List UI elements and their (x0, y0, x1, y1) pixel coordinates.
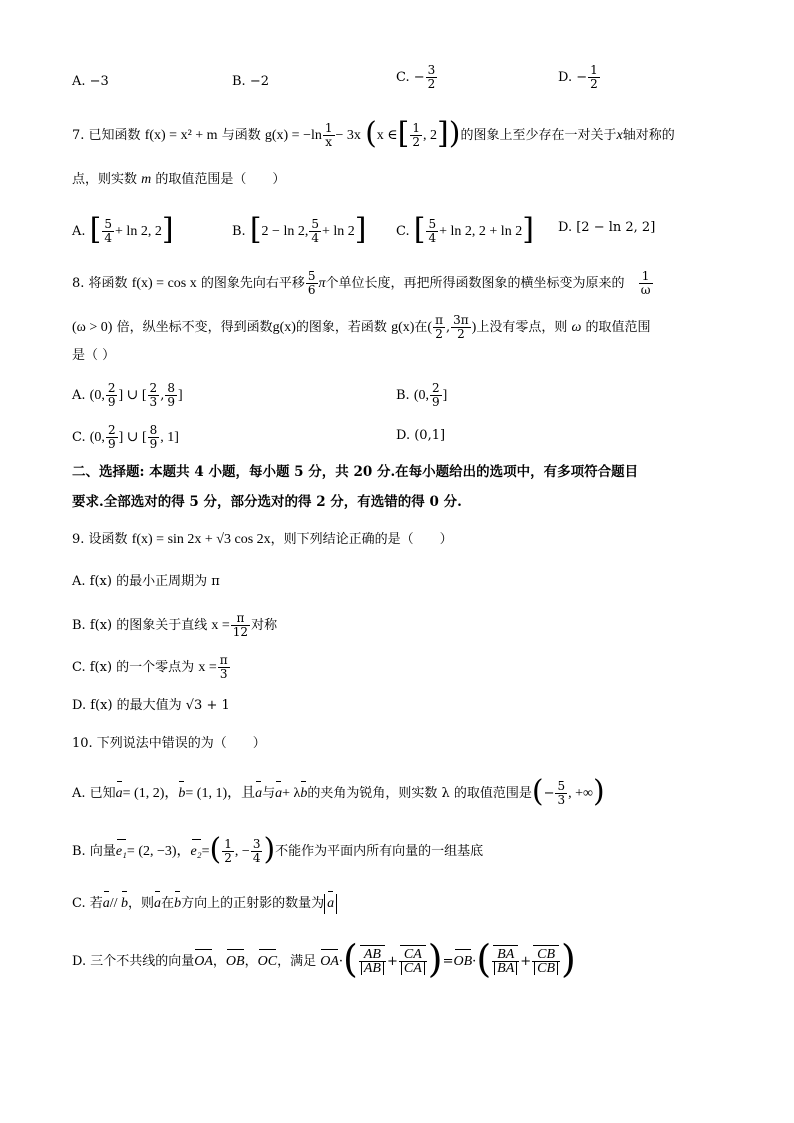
q8-int-close: ) (471, 320, 477, 335)
q7-option-c (396, 211, 534, 247)
q8-gx2: g(x) (391, 320, 415, 335)
q8-b-d: 9 (432, 395, 440, 409)
q7-c-den: 4 (428, 231, 437, 245)
q8-stem-text2: 的图象先向右平移 (200, 276, 305, 291)
q10-d-text2: ，满足 (277, 954, 317, 969)
q8-c-n1: 2 (107, 423, 116, 437)
q10-c-text2: ，则 (128, 896, 155, 911)
q7-b-num: 5 (311, 217, 319, 231)
q8-c-n2: 8 (149, 423, 158, 437)
q10-d-cb-num: CB (532, 948, 560, 962)
q10-b-text: B. 向量 (72, 844, 116, 859)
q10-d-open1: ( (343, 936, 358, 981)
q8-b-n: 2 (432, 381, 440, 395)
q7-g-expr2: − 3x (335, 128, 361, 143)
q8-line2-text3: 在 (414, 320, 428, 335)
q9-c-frac (218, 654, 230, 681)
q7-c-open: [ (413, 211, 426, 247)
q7-option-a (72, 211, 174, 247)
q10-a-val-a: = (1, 2)， (122, 786, 179, 801)
q7-f-expr: f(x) = x² + m (144, 128, 218, 143)
q7-a-num: 5 (104, 217, 113, 231)
q8-c-d1: 9 (107, 437, 116, 451)
q10-d-ca-num: CA (399, 948, 427, 962)
q10-option-a (72, 773, 605, 809)
q7-c-frac (426, 218, 438, 245)
q10-d-frac-cb (532, 948, 560, 975)
q8-i2-num: 3π (453, 313, 469, 327)
q8-a-frac1 (106, 382, 118, 409)
q7-stem-text2: 与函数 (221, 128, 261, 143)
q10-a-vec-b: b (178, 784, 185, 804)
q8-b-end: ] (442, 388, 448, 403)
q10-a-tail: , +∞ (568, 786, 593, 801)
q7-line2-text2: 的取值范围是（ ） (155, 172, 286, 187)
q10-d-ob: OB (226, 952, 245, 972)
q8-a-frac2 (148, 382, 160, 409)
q8-option-c (72, 424, 179, 451)
q9-c-den: 3 (219, 667, 228, 681)
q10-d-close1: ) (427, 936, 443, 981)
q7-a-tail: + ln 2, 2 (115, 224, 162, 239)
q9-stem (72, 530, 732, 550)
q7-g-num: 1 (324, 121, 333, 135)
q9-option-a: A. f(x) 的最小正周期为 π (72, 574, 220, 589)
q10-d-oa2: OA (320, 952, 339, 972)
q10-b-e2: e₂ (191, 842, 202, 862)
q10-b-sep: , − (234, 844, 250, 859)
q10-d-cb-abs: CB (534, 962, 558, 975)
q10-b-n2: 3 (252, 837, 261, 851)
q10-a-den: 3 (557, 793, 566, 807)
q10-c-text4: 方向上的正射影的数量为 (181, 896, 325, 911)
q8-c-text: (0, (89, 430, 105, 445)
q8-c-end: , 1] (160, 430, 179, 445)
q7-g-den: x (325, 135, 333, 149)
q7-a-frac (102, 218, 114, 245)
q7-a-open: [ (89, 211, 102, 247)
q10-c-vec-b2: b (174, 894, 181, 914)
q10-a-frac (555, 780, 567, 807)
q8-omega: ω (571, 320, 582, 335)
q9-c-num: π (219, 653, 228, 667)
q6-c-frac (426, 64, 438, 91)
q7-a-label: A. (72, 224, 86, 239)
q8-c-frac1 (106, 424, 118, 451)
q7-option-d: D. [2 − ln 2, 2] (558, 220, 656, 235)
q10-a-and: 与 (262, 786, 276, 801)
q10-c-text: C. 若 (72, 896, 103, 911)
q10-a-close: ) (593, 773, 605, 809)
q7-stem-text4: 轴对称的 (622, 128, 675, 143)
q10-a-plus: + λ (282, 786, 301, 801)
q10-b-e1-val: = (2, −3)， (126, 844, 191, 859)
q7-b-tail: + ln 2 (321, 224, 355, 239)
q10-option-b (72, 831, 484, 867)
q10-d-text: D. 三个不共线的向量 (72, 954, 195, 969)
q8-a-end: ] (177, 388, 183, 403)
q9-c-text: C. f(x) 的一个零点为 (72, 660, 195, 675)
q10-d-ba-num: BA (492, 948, 519, 962)
q10-a-val-b: = (1, 1)，且 (185, 786, 256, 801)
q6-option-a: A. −3 (72, 74, 109, 89)
q8-option-a: A. (0, $\frac{2}{9}$ ] ∪ [ $\frac{2}{3}$ , $\frac{8}{9}$ ] (72, 381, 183, 409)
q7-dom-den: 2 (412, 135, 421, 149)
q7-a-den: 4 (104, 231, 113, 245)
q8-c-frac2 (148, 424, 160, 451)
q10-d-ab-abs: AB (361, 962, 384, 975)
q8-w-num: 1 (639, 270, 653, 284)
q6-option-d (558, 64, 601, 91)
q10-d-oa: OA (194, 952, 213, 972)
q10-c-abs-a: a (327, 894, 334, 914)
q10-a-sign: − (543, 786, 555, 801)
q10-c-vec-b: b (121, 894, 128, 914)
q8-gx: g(x) (272, 320, 296, 335)
q10-d-close2: ) (561, 936, 576, 981)
q10-d-plus1: + (386, 954, 398, 969)
q6-d-num: 1 (590, 63, 598, 77)
q7-domain-open: ( (365, 115, 377, 151)
q10-c-vec-a: a (103, 894, 110, 914)
q8-option-b (396, 382, 447, 409)
q10-option-d: D. 三个不共线的向量OA，OB，OC，满足 OA·( $\frac{AB}{AB}$ + $\frac{CA}{CA}$ )=OB·( $\frac{BA}{BA}$ + $\frac{CB}{CB}$ ) (72, 936, 576, 981)
q6-option-b: B. −2 (232, 74, 269, 89)
q9-f-expr: f(x) = sin 2x + √3 cos 2x (131, 532, 271, 547)
q8-i1-frac (433, 314, 445, 341)
q8-a-d1: 9 (107, 395, 116, 409)
q8-stem-line1 (72, 270, 732, 297)
q9-b-frac (231, 612, 250, 639)
q9-option-c (72, 654, 231, 681)
q10-b-n1: 1 (224, 837, 232, 851)
q8-line2-text: 倍，纵坐标不变，得到函数 (116, 320, 273, 335)
q8-a-n2: 2 (149, 381, 158, 395)
q8-c-mid: ] ∪ [ (118, 430, 147, 445)
q7-b-label: B. (232, 224, 246, 239)
q8-option-d: D. (0,1] (396, 428, 446, 443)
q10-d-ab-num: AB (359, 948, 386, 962)
q8-a-n1: 2 (107, 381, 116, 395)
q7-dom-num: 1 (412, 121, 421, 135)
q9-stem-text: 9. 设函数 (72, 532, 128, 547)
q10-b-frac2 (251, 838, 263, 865)
q7-g-expr: g(x) = −ln (264, 128, 322, 143)
q9-b-den: 12 (232, 625, 249, 639)
q9-option-d: D. f(x) 的最大值为 √3 + 1 (72, 698, 230, 713)
q10-d-frac-ba (492, 948, 519, 975)
q10-a-vec-a: a (116, 784, 123, 804)
q7-a-close: ] (161, 211, 174, 247)
q7-dom-frac (410, 122, 422, 149)
q8-a-text: (0, (89, 388, 105, 403)
q8-omega-cond: (ω > 0) (72, 320, 113, 335)
q7-c-tail: + ln 2, 2 + ln 2 (439, 224, 523, 239)
q8-b-text: (0, (413, 388, 429, 403)
q10-d-ba-den (492, 962, 519, 975)
section2-heading-line2: 要求.全部选对的得 5 分，部分选对的得 2 分，有选错的得 0 分. (72, 494, 462, 510)
q8-i1-num: π (435, 313, 443, 327)
q8-a-mid: ] ∪ [ (118, 388, 147, 403)
q8-a-d3: 9 (167, 395, 175, 409)
q8-a-d2: 3 (149, 395, 158, 409)
q6-c-den: 2 (427, 77, 436, 91)
q8-a-n3: 8 (167, 381, 175, 395)
q9-b-num: π (231, 612, 250, 626)
q7-axis: x (616, 128, 623, 143)
q10-a-vec-b2: b (300, 784, 307, 804)
q8-stem-line2: (ω > 0) 倍，纵坐标不变，得到函数g(x)的图象，若函数 g(x)在( $\frac{\pi}{2}$ , $\frac{3\pi}{2}$ )上没有零点，则 ω 的取值范围 (72, 313, 651, 341)
q8-i2-frac (451, 314, 471, 341)
q10-c-text3: 在 (161, 896, 175, 911)
q10-b-d1: 2 (224, 851, 232, 865)
q10-b-open: ( (209, 831, 222, 867)
q6-c-label: C. (396, 70, 410, 85)
q7-option-b (232, 211, 367, 247)
q10-b-frac1 (222, 838, 234, 865)
q10-b-e1: e₁ (116, 842, 127, 862)
q10-d-plus2: + (520, 954, 532, 969)
q7-stem-text3: 的图象上至少存在一对关于 (460, 128, 617, 143)
q6-d-den: 2 (590, 77, 598, 91)
q8-stem-text3: 个单位长度，再把所得函数图象的横坐标变为原来的 (325, 276, 625, 291)
section2-heading-line1: 二、选择题: 本题共 4 小题，每小题 5 分，共 20 分.在每小题给出的选项中，有多项符合题目 (72, 464, 639, 480)
q7-b-den: 4 (311, 231, 319, 245)
q7-stem-text: 7. 已知函数 (72, 128, 141, 143)
q7-bracket-open: [ (397, 115, 410, 151)
q8-int-open: ( (427, 320, 433, 335)
q10-c-parallel: // (109, 896, 122, 911)
q7-c-close: ] (522, 211, 534, 247)
q8-shift-num: 5 (307, 269, 316, 283)
q10-a-text2: 的夹角为锐角，则实数 λ 的取值范围是 (307, 786, 532, 801)
q10-d-frac-ca (399, 948, 427, 975)
q9-c-x: x = (198, 660, 217, 675)
q7-bracket-close: ] (437, 115, 449, 151)
q7-var-m: m (141, 172, 152, 187)
q10-d-frac-ab (359, 948, 386, 975)
q8-line2-text2: 的图象，若函数 (295, 320, 387, 335)
q9-b-text2: 对称 (251, 618, 278, 633)
q8-f-expr: f(x) = cos x (131, 276, 197, 291)
q6-d-sign: − (576, 70, 588, 85)
q8-pi: π (318, 276, 326, 291)
q10-stem: 10. 下列说法中错误的为（ ） (72, 736, 266, 751)
q6-d-frac (588, 64, 600, 91)
q10-d-ca-den (399, 962, 427, 975)
q8-i1-den: 2 (435, 327, 443, 341)
q10-a-vec-a3: a (275, 784, 282, 804)
q8-c-d2: 9 (149, 437, 158, 451)
q8-shift-den: 6 (307, 283, 316, 297)
q8-w-frac (639, 270, 653, 297)
q10-b-eq: = (201, 844, 210, 859)
q7-b-open: [ (249, 211, 262, 247)
q10-b-close: ) (263, 831, 276, 867)
q9-b-x: x = (211, 618, 230, 633)
q7-b-frac (309, 218, 321, 245)
q10-option-c (72, 894, 337, 914)
q10-d-ab-den (359, 962, 386, 975)
q8-i2-den: 2 (457, 327, 465, 341)
q7-stem-line2 (72, 170, 732, 190)
q10-d-cb-den (532, 962, 560, 975)
q10-d-eq: = (442, 954, 454, 969)
q10-c-vec-a2: a (154, 894, 161, 914)
q10-b-text2: 不能作为平面内所有向量的一组基底 (275, 844, 484, 859)
q7-b-close: ] (354, 211, 367, 247)
q10-b-d2: 4 (252, 851, 261, 865)
q10-d-oc: OC (258, 952, 277, 972)
q7-dom-end: , 2 (423, 128, 438, 143)
q7-domain-pre: x ∈ (376, 128, 398, 143)
q7-b-head: 2 − ln 2, (261, 224, 309, 239)
q8-line2-text5: 的取值范围 (585, 320, 651, 335)
q9-b-text: B. f(x) 的图象关于直线 (72, 618, 208, 633)
q8-stem-text: 8. 将函数 (72, 276, 128, 291)
q8-stem-line3: 是（ ） (72, 348, 116, 363)
q9-option-b (72, 612, 277, 639)
q8-w-den: ω (640, 283, 651, 297)
q8-shift-frac (306, 270, 318, 297)
q10-a-vec-a2: a (255, 784, 262, 804)
q6-d-label: D. (558, 70, 573, 85)
q8-line2-text4: 上没有零点，则 (476, 320, 568, 335)
q8-b-label: B. (396, 388, 410, 403)
q7-stem-line1 (72, 115, 732, 151)
q10-a-num: 5 (557, 779, 566, 793)
q6-option-c (396, 64, 438, 91)
q7-g-frac (323, 122, 335, 149)
q10-a-open: ( (531, 773, 544, 809)
q10-d-ob2: OB (454, 952, 473, 972)
q7-c-num: 5 (428, 217, 437, 231)
q7-line2-text: 点，则实数 (72, 172, 138, 187)
q10-d-ca-abs: CA (401, 962, 425, 975)
q7-c-label: C. (396, 224, 410, 239)
q8-b-frac (430, 382, 442, 409)
q7-domain-close: ) (448, 115, 461, 151)
q10-d-open2: ( (476, 936, 492, 981)
q10-a-text: A. 已知 (72, 786, 116, 801)
q6-c-sign: − (413, 70, 425, 85)
q8-a-frac3 (165, 382, 177, 409)
q9-stem-text2: ，则下列结论正确的是（ ） (270, 532, 453, 547)
q8-c-label: C. (72, 430, 86, 445)
q10-d-ba-abs: BA (494, 962, 517, 975)
q8-a-label: A. (72, 388, 86, 403)
q6-c-num: 3 (427, 63, 436, 77)
q10-c-abs (324, 894, 337, 914)
